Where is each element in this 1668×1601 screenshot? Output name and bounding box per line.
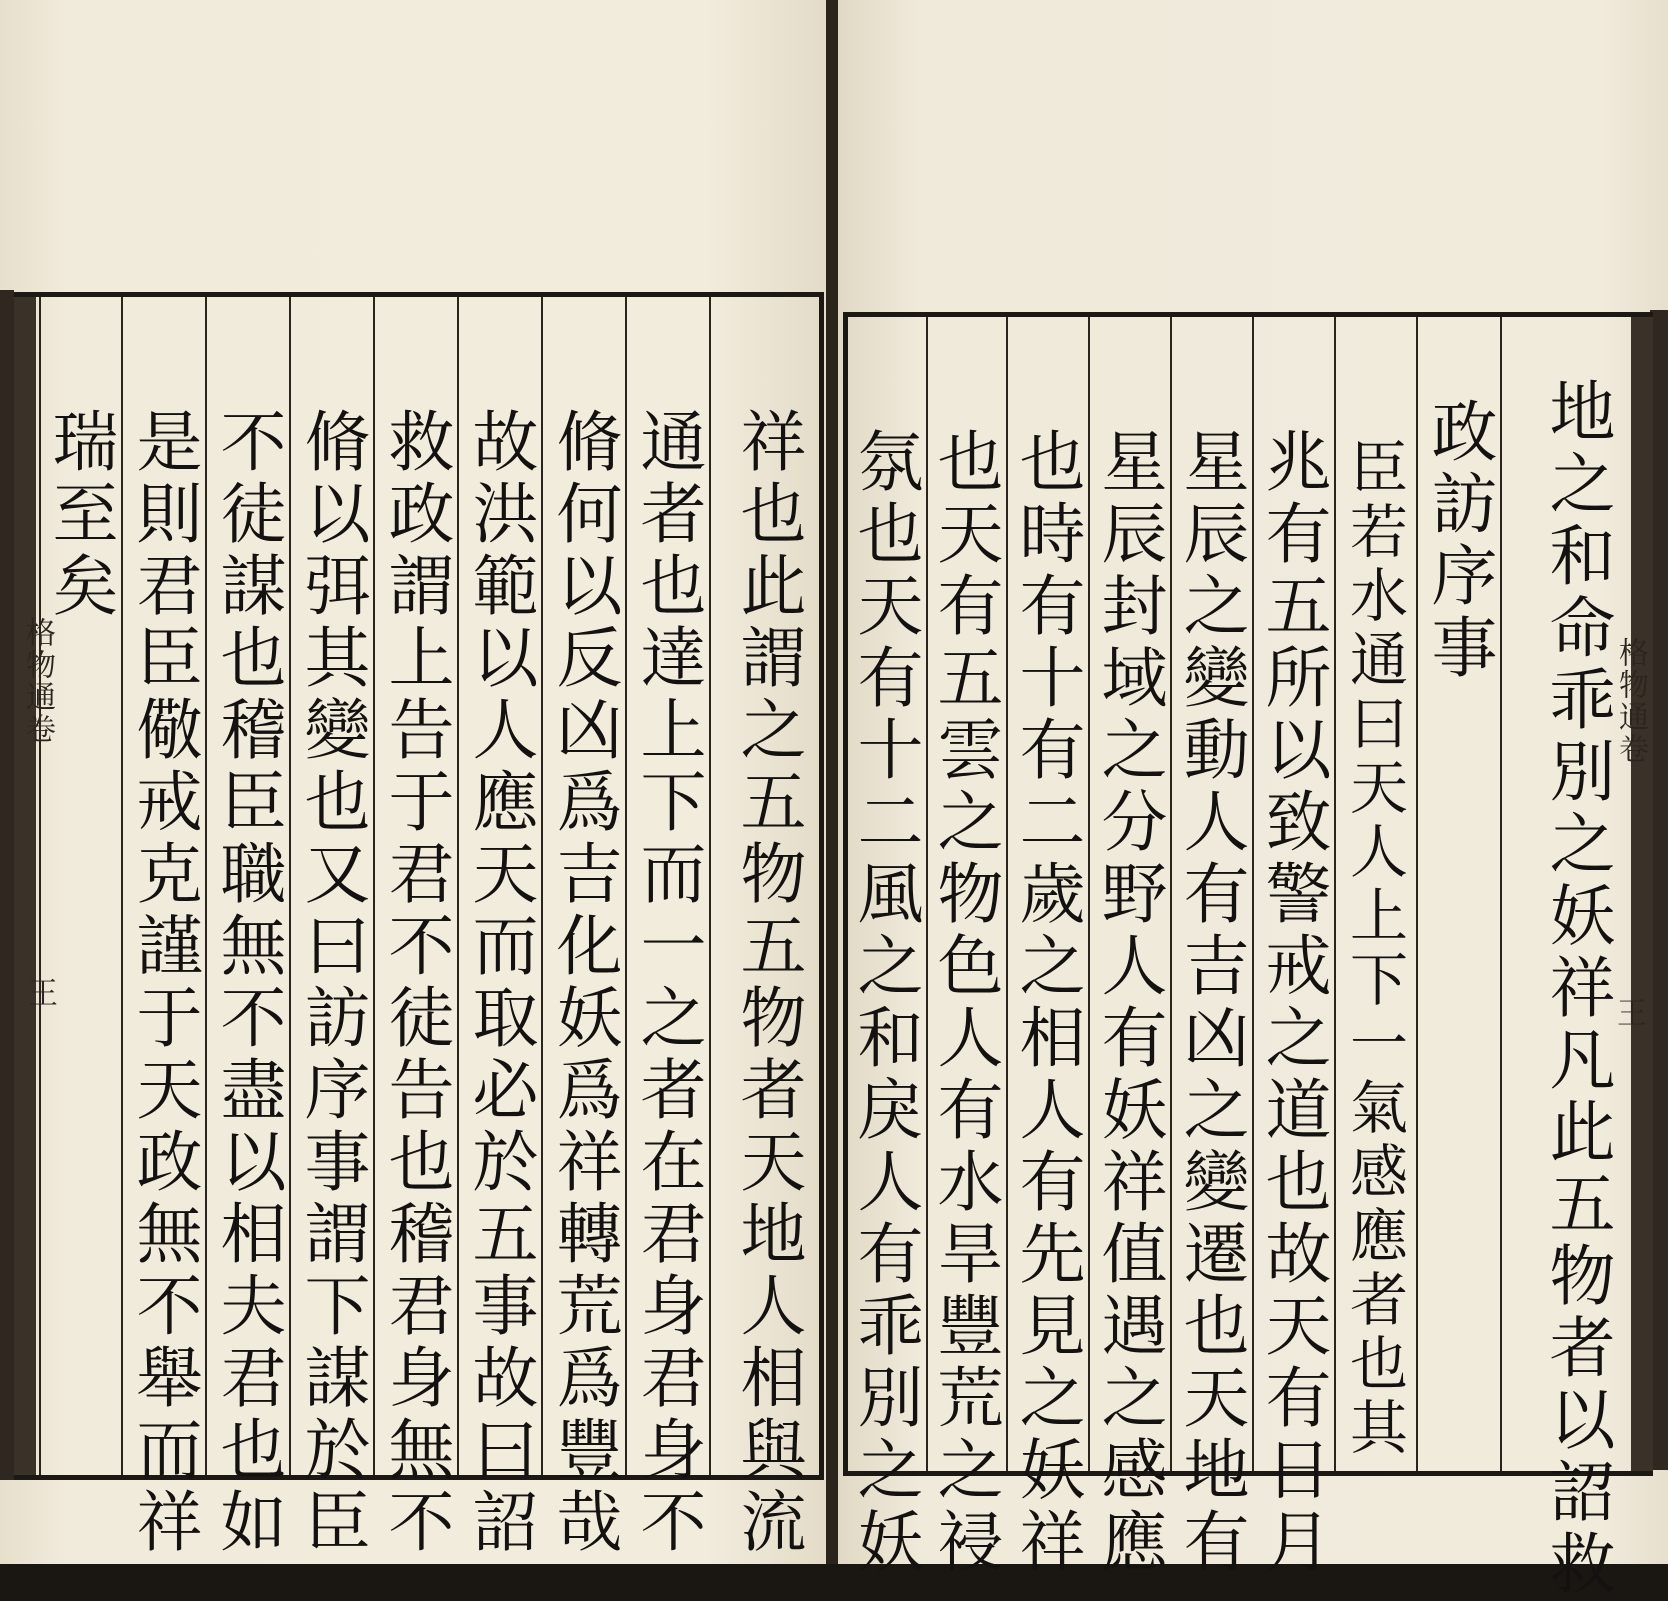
left-col-4-text: 故洪範以人應天而取必於五事故曰詔: [461, 407, 538, 1559]
left-col-6: [289, 297, 373, 1559]
right-center-strip: [1631, 317, 1653, 1471]
left-col-3: [541, 297, 625, 1559]
right-text-frame: [843, 312, 1653, 1601]
right-col-5-text: 星辰之變動人有吉凶之變遷也天地有: [1172, 427, 1249, 1579]
left-col-5: [373, 297, 457, 1559]
left-center-strip: [14, 297, 36, 1475]
right-col-2-text: 政訪序事: [1420, 397, 1497, 685]
right-col-4: [1252, 317, 1334, 1579]
left-page: [0, 0, 830, 1564]
right-col-6: [1088, 317, 1170, 1579]
left-col-2-text: 通者也達上下而一之者在君身君身不: [629, 407, 706, 1559]
right-col-2: [1416, 317, 1500, 1471]
left-margin-number: 王: [22, 977, 57, 1009]
left-margin-label: 格物通卷: [20, 617, 55, 745]
right-col-1-text: 地之和命乖別之妖祥凡此五物者以詔救: [1538, 377, 1615, 1601]
left-col-7: [205, 297, 289, 1559]
left-col-6-text: 脩以弭其變也又曰訪序事謂下謀於臣: [293, 407, 370, 1559]
right-col-7-text: 也時有十有二歲之相人有先見之妖祥: [1008, 427, 1085, 1579]
left-col-1-text: 祥也此謂之五物五物者天地人相與流: [729, 407, 806, 1559]
right-col-3: [1334, 317, 1416, 1471]
right-col-1: [1500, 317, 1618, 1601]
right-col-5: [1170, 317, 1252, 1579]
right-col-3-text: 臣若水通曰天人上下一氣感應者也其: [1340, 437, 1408, 1461]
left-col-9-text: 瑞至矣: [41, 407, 118, 623]
left-col-8-text: 是則君臣儆戒克謹于天政無不舉而祥: [125, 407, 202, 1559]
left-col-5-text: 救政謂上告于君不徒告也稽君身無不: [377, 407, 454, 1559]
right-col-4-text: 兆有五所以致警戒之道也故天有日月: [1254, 427, 1331, 1579]
right-col-8: [926, 317, 1006, 1579]
right-col-6-text: 星辰封域之分野人有妖祥值遇之感應: [1090, 427, 1167, 1579]
left-col-1: [709, 297, 809, 1559]
right-col-8-text: 也天有五雲之物色人有水旱豐荒之祲: [926, 427, 1003, 1579]
left-col-2: [625, 297, 709, 1559]
left-col-8: [121, 297, 205, 1559]
left-col-4: [457, 297, 541, 1559]
right-col-7: [1006, 317, 1088, 1579]
left-page-edge: [0, 290, 14, 1480]
left-col-7-text: 不徒謀也稽臣職無不盡以相夫君也如: [209, 407, 286, 1559]
right-margin-number: 王: [1611, 997, 1646, 1029]
left-col-3-text: 脩何以反凶爲吉化妖爲祥轉荒爲豐哉: [545, 407, 622, 1559]
right-col-9: [846, 317, 926, 1579]
right-col-9-text: 氛也天有十二風之和戾人有乖別之妖: [846, 427, 923, 1579]
left-col-9: [39, 297, 121, 1475]
left-text-frame: [14, 292, 824, 1559]
right-margin-label: 格物通卷: [1613, 637, 1648, 765]
